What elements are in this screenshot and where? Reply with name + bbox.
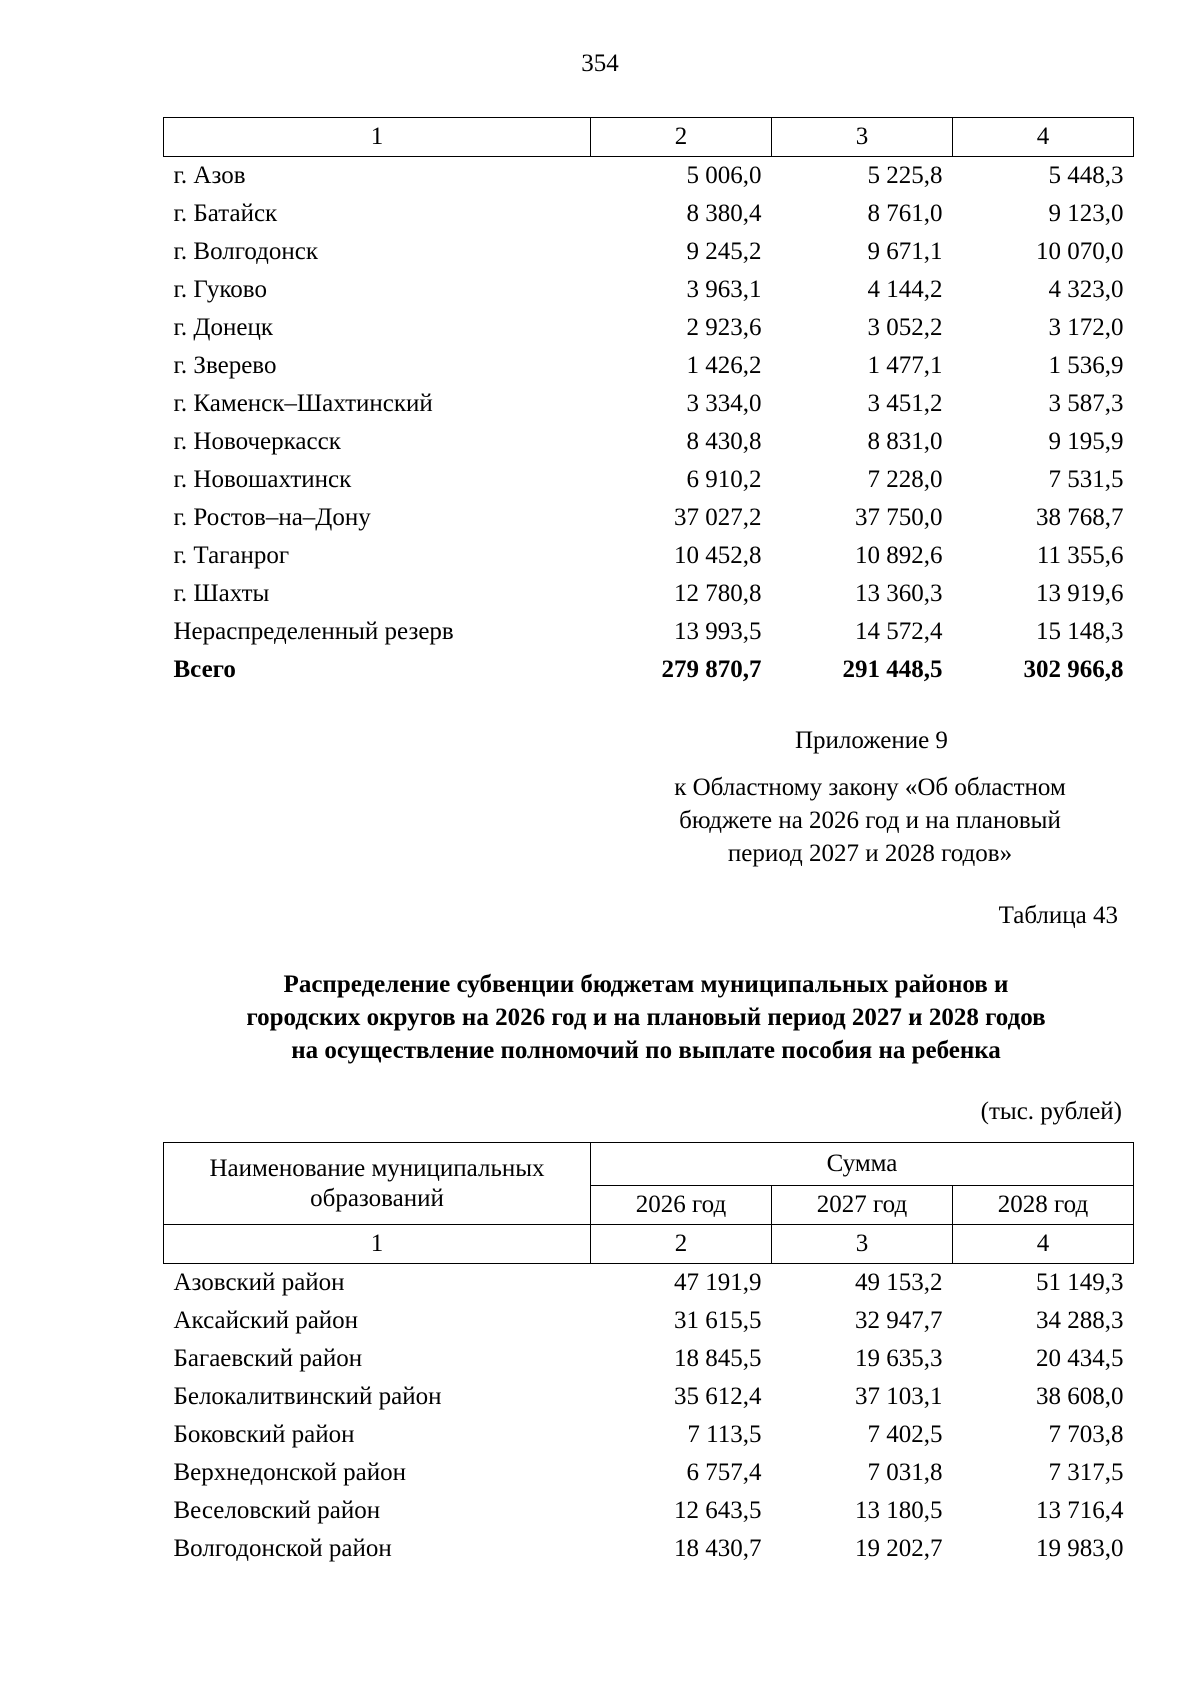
- table-body: [164, 1264, 1134, 1569]
- cell-name: Белокалитвинский район: [173, 1383, 442, 1410]
- column-number-row: [164, 118, 1134, 157]
- table-row: [164, 1492, 1134, 1530]
- cell-2026: 6 910,2: [686, 466, 762, 493]
- cell-name: Азовский район: [173, 1269, 345, 1296]
- table-row: [164, 195, 1134, 233]
- table-row: [164, 1454, 1134, 1492]
- cell-2027: 8 831,0: [867, 428, 943, 455]
- column-number: 3: [772, 118, 953, 157]
- appendix-reference-line: период 2027 и 2028 годов»: [727, 840, 1013, 867]
- total-row: [164, 651, 1134, 689]
- cell-2028: 5 448,3: [1048, 162, 1124, 189]
- cell-2026: 9 245,2: [686, 238, 762, 265]
- heading-line: городских округов на 2026 год и на плановый период 2027 и 2028 годов: [246, 1004, 1046, 1031]
- table-label: Таблица 43: [998, 902, 1118, 929]
- cell-2028: 3 587,3: [1048, 390, 1124, 417]
- cell-name: Нераспределенный резерв: [173, 618, 454, 645]
- table-row: [164, 575, 1134, 613]
- year-header: 2027 год: [772, 1186, 953, 1225]
- table-row: [164, 347, 1134, 385]
- cell-2028: 38 608,0: [1036, 1383, 1124, 1410]
- cell-2028: 9 123,0: [1048, 200, 1124, 227]
- cell-2028: 10 070,0: [1036, 238, 1124, 265]
- column-number: 2: [591, 1225, 772, 1264]
- cell-2026: 18 845,5: [674, 1345, 762, 1372]
- column-number: 3: [772, 1225, 953, 1264]
- year-header: 2026 год: [591, 1186, 772, 1225]
- table-row: [164, 1530, 1134, 1568]
- cell-2026: 5 006,0: [686, 162, 762, 189]
- table-row: [164, 499, 1134, 537]
- cell-2027: 7 228,0: [867, 466, 943, 493]
- cell-2028: 13 919,6: [1036, 580, 1124, 607]
- cell-name: г. Ростов–на–Дону: [173, 504, 371, 531]
- cell-name: Аксайский район: [173, 1307, 359, 1334]
- cell-2026: 3 334,0: [686, 390, 762, 417]
- cell-2027: 10 892,6: [855, 542, 943, 569]
- table-row: [164, 233, 1134, 271]
- cell-2026: 6 757,4: [686, 1459, 762, 1486]
- cell-2028: 38 768,7: [1036, 504, 1124, 531]
- cell-2027: 13 360,3: [855, 580, 943, 607]
- cell-2028: 20 434,5: [1036, 1345, 1124, 1372]
- cell-name: Верхнедонской район: [173, 1459, 406, 1486]
- table-row: [164, 613, 1134, 651]
- cell-2028: 4 323,0: [1048, 276, 1124, 303]
- cell-2026: 1 426,2: [686, 352, 762, 379]
- table-row: [164, 1340, 1134, 1378]
- column-number: 4: [953, 118, 1134, 157]
- table-row: [164, 423, 1134, 461]
- column-number: 1: [164, 118, 591, 157]
- year-header: 2028 год: [953, 1186, 1134, 1225]
- name-header-line: Наименование муниципальных: [209, 1154, 545, 1182]
- table-row: [164, 1264, 1134, 1303]
- name-header-line: образований: [310, 1184, 444, 1212]
- cell-2028: 7 703,8: [1048, 1421, 1124, 1448]
- cell-name: Всего: [173, 656, 236, 683]
- cell-name: Багаевский район: [173, 1345, 363, 1372]
- cell-name: г. Батайск: [173, 200, 278, 227]
- cell-2027: 3 052,2: [867, 314, 943, 341]
- cell-2027: 8 761,0: [867, 200, 943, 227]
- table-row: [164, 157, 1134, 196]
- cell-2028: 13 716,4: [1036, 1497, 1124, 1524]
- cell-name: г. Новошахтинск: [173, 466, 352, 493]
- cell-2026: 7 113,5: [687, 1421, 762, 1448]
- cell-2028: 34 288,3: [1036, 1307, 1124, 1334]
- page-number: 354: [581, 50, 619, 77]
- table-row: [164, 461, 1134, 499]
- cell-name: Волгодонской район: [173, 1535, 392, 1562]
- cell-name: Боковский район: [173, 1421, 355, 1448]
- cell-2026: 47 191,9: [674, 1269, 762, 1296]
- name-column-header: [164, 1143, 591, 1225]
- cell-2027: 49 153,2: [855, 1269, 943, 1296]
- table-row: [164, 1416, 1134, 1454]
- cell-2026: 2 923,6: [686, 314, 762, 341]
- appendix-reference-line: к Областному закону «Об областном: [674, 774, 1066, 801]
- appendix-reference: [630, 771, 1110, 870]
- table-subvention-cities: [163, 117, 1134, 689]
- cell-name: г. Новочеркасск: [173, 428, 341, 455]
- cell-2026: 10 452,8: [674, 542, 762, 569]
- cell-2026: 8 380,4: [686, 200, 762, 227]
- cell-2027: 19 635,3: [855, 1345, 943, 1372]
- cell-2028: 7 531,5: [1048, 466, 1124, 493]
- cell-2028: 3 172,0: [1048, 314, 1124, 341]
- cell-2027: 7 402,5: [867, 1421, 943, 1448]
- column-number: 1: [164, 1225, 591, 1264]
- cell-2026: 31 615,5: [674, 1307, 762, 1334]
- cell-name: г. Зверево: [173, 352, 277, 379]
- table-row: [164, 309, 1134, 347]
- cell-2026: 3 963,1: [686, 276, 762, 303]
- cell-2027: 32 947,7: [855, 1307, 943, 1334]
- cell-name: г. Азов: [173, 162, 246, 189]
- cell-2026: 18 430,7: [674, 1535, 762, 1562]
- cell-2026: 13 993,5: [674, 618, 762, 645]
- table-heading: [100, 968, 1192, 1067]
- cell-2027: 14 572,4: [855, 618, 943, 645]
- header-row: [164, 1143, 1134, 1186]
- cell-2026: 279 870,7: [661, 656, 762, 683]
- cell-2028: 11 355,6: [1036, 542, 1124, 569]
- column-number: 2: [591, 118, 772, 157]
- cell-2026: 35 612,4: [674, 1383, 762, 1410]
- cell-2027: 13 180,5: [855, 1497, 943, 1524]
- cell-2027: 291 448,5: [842, 656, 943, 683]
- cell-2028: 19 983,0: [1036, 1535, 1124, 1562]
- cell-2026: 8 430,8: [686, 428, 762, 455]
- cell-name: г. Каменск–Шахтинский: [173, 390, 433, 417]
- heading-line: Распределение субвенции бюджетам муниципальных районов и: [283, 971, 1009, 998]
- cell-2027: 5 225,8: [867, 162, 943, 189]
- cell-2026: 37 027,2: [674, 504, 762, 531]
- cell-2027: 3 451,2: [867, 390, 943, 417]
- cell-2027: 1 477,1: [867, 352, 943, 379]
- cell-2028: 302 966,8: [1023, 656, 1124, 683]
- cell-2028: 7 317,5: [1048, 1459, 1124, 1486]
- cell-name: г. Таганрог: [173, 542, 290, 569]
- table-row: [164, 1378, 1134, 1416]
- table-row: [164, 537, 1134, 575]
- cell-2027: 7 031,8: [867, 1459, 943, 1486]
- column-number-row: [164, 1225, 1134, 1264]
- sum-header: Сумма: [591, 1143, 1134, 1186]
- cell-name: г. Волгодонск: [173, 238, 319, 265]
- cell-name: г. Гуково: [173, 276, 267, 303]
- table-subvention-districts: [163, 1142, 1134, 1568]
- cell-2027: 37 103,1: [855, 1383, 943, 1410]
- cell-name: г. Шахты: [173, 580, 270, 607]
- cell-name: г. Донецк: [173, 314, 273, 341]
- units-label: (тыс. рублей): [980, 1098, 1122, 1125]
- cell-name: Веселовский район: [173, 1497, 381, 1524]
- cell-2027: 19 202,7: [855, 1535, 943, 1562]
- cell-2027: 37 750,0: [855, 504, 943, 531]
- cell-2026: 12 780,8: [674, 580, 762, 607]
- table-body: [164, 157, 1134, 690]
- appendix-reference-line: бюджете на 2026 год и на плановый: [679, 807, 1061, 834]
- cell-2028: 1 536,9: [1048, 352, 1124, 379]
- cell-2026: 12 643,5: [674, 1497, 762, 1524]
- appendix-title: Приложение 9: [795, 727, 948, 754]
- column-number: 4: [953, 1225, 1134, 1264]
- heading-line: на осуществление полномочий по выплате пособия на ребенка: [291, 1037, 1001, 1064]
- cell-2027: 9 671,1: [867, 238, 943, 265]
- table-row: [164, 1302, 1134, 1340]
- table-row: [164, 271, 1134, 309]
- table-row: [164, 385, 1134, 423]
- cell-2027: 4 144,2: [867, 276, 943, 303]
- cell-2028: 15 148,3: [1036, 618, 1124, 645]
- cell-2028: 9 195,9: [1048, 428, 1124, 455]
- cell-2028: 51 149,3: [1036, 1269, 1124, 1296]
